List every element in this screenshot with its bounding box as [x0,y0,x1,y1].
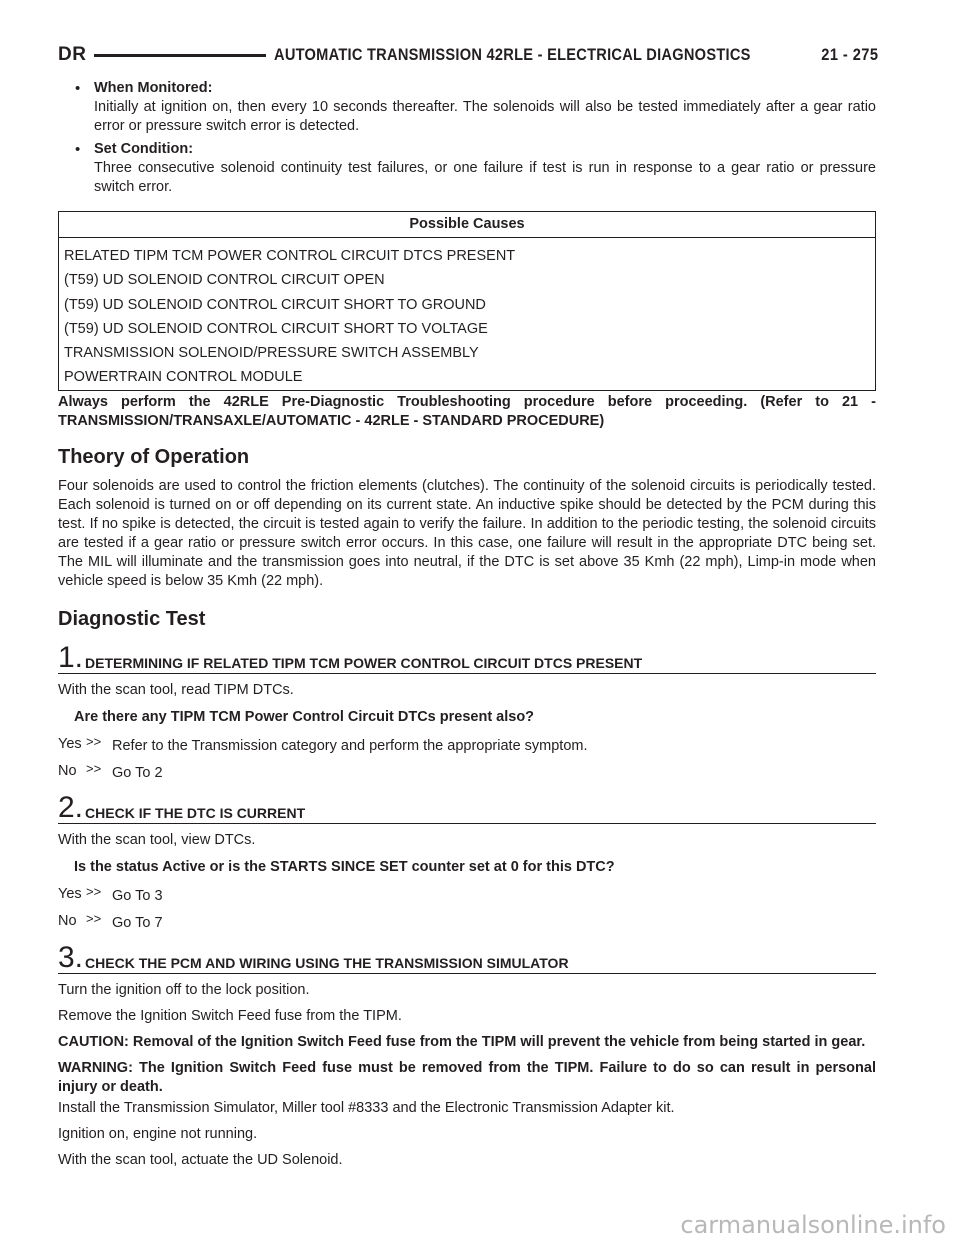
step-title: DETERMINING IF RELATED TIPM TCM POWER CONTROL CIRCUIT DTCS PRESENT [85,654,643,671]
site-watermark: carmanualsonline.info [680,1211,946,1239]
pre-diagnostic-note: Always perform the 42RLE Pre-Diagnostic Troubleshooting procedure before proceeding. (Refer to 21 - TRANSMISSION/TRANSAXLE/AUTOMATIC - 42RLE - STANDARD PROCEDURE) [58,393,876,429]
header-rule [94,54,266,57]
possible-causes-table [58,211,876,391]
step-heading [58,940,876,974]
bullet-title: When Monitored: [94,80,213,96]
page-header [58,40,878,70]
caution-note: CAUTION: Removal of the Ignition Switch Feed fuse from the TIPM will prevent the vehicle from being started in gear. [58,1033,866,1050]
step-instruction: Ignition on, engine not running. [58,1125,258,1142]
answer-label: No [58,762,77,779]
step-number: 3. [58,940,84,974]
answer-label: Yes [58,885,82,902]
answer-no [58,762,876,781]
step-instruction: With the scan tool, read TIPM DTCs. [58,681,294,698]
diagnostic-heading: Diagnostic Test [58,607,206,630]
step-instruction: Install the Transmission Simulator, Miller tool #8333 and the Electronic Transmission Adapter kit. [58,1099,675,1116]
step-1 [58,640,876,781]
step-instruction: With the scan tool, view DTCs. [58,831,256,848]
step-number: 1. [58,640,84,674]
answer-no [58,912,876,931]
step-2 [58,790,876,931]
header-model: DR [58,44,87,65]
answer-label: No [58,912,77,929]
bullet-dot-icon: • [75,80,81,97]
step-3 [58,940,876,1170]
arrow-icon: >> [86,910,102,926]
answer-text: Go To 2 [112,764,163,781]
bullet-set-condition [58,140,876,197]
cause-item: (T59) UD SOLENOID CONTROL CIRCUIT SHORT TO VOLTAGE [64,320,488,337]
step-question: Is the status Active or is the STARTS SINCE SET counter set at 0 for this DTC? [74,858,615,875]
arrow-icon: >> [86,760,102,776]
step-instruction: With the scan tool, actuate the UD Solenoid. [58,1151,343,1168]
cause-item: (T59) UD SOLENOID CONTROL CIRCUIT OPEN [64,272,385,289]
step-heading [58,640,876,674]
step-heading [58,790,876,824]
arrow-icon: >> [86,733,102,749]
bullet-title: Set Condition: [94,141,194,157]
step-instruction: Remove the Ignition Switch Feed fuse from the TIPM. [58,1007,402,1024]
answer-text: Go To 3 [112,887,163,904]
cause-item: RELATED TIPM TCM POWER CONTROL CIRCUIT DTCS PRESENT [64,248,516,264]
header-page-number: 21 - 275 [820,45,878,64]
bullet-dot-icon: • [75,141,81,158]
page-content [58,79,876,1170]
header-title: AUTOMATIC TRANSMISSION 42RLE - ELECTRICAL DIAGNOSTICS [274,45,752,64]
theory-heading: Theory of Operation [58,445,250,468]
step-question: Are there any TIPM TCM Power Control Circuit DTCs present also? [74,708,535,725]
answer-yes [58,885,876,904]
bullet-text: Initially at ignition on, then every 10 seconds thereafter. The solenoids will also be tested immediately after a gear ratio error or pressure switch error is detected. [94,99,876,134]
step-title: CHECK IF THE DTC IS CURRENT [85,804,306,821]
answer-text: Go To 7 [112,914,163,931]
bullet-text: Three consecutive solenoid continuity test failures, or one failure if test is run in response to a gear ratio or pressure switch error. [94,160,876,195]
answer-text: Refer to the Transmission category and perform the appropriate symptom. [112,737,588,754]
step-instruction: Turn the ignition off to the lock position. [58,981,310,998]
arrow-icon: >> [86,883,102,899]
warning-note: WARNING: The Ignition Switch Feed fuse must be removed from the TIPM. Failure to do so can result in personal injury or death. [58,1059,876,1095]
answer-label: Yes [58,735,82,752]
possible-causes-header: Possible Causes [59,212,875,238]
step-title: CHECK THE PCM AND WIRING USING THE TRANSMISSION SIMULATOR [85,954,569,971]
answer-yes [58,735,876,754]
cause-item: TRANSMISSION SOLENOID/PRESSURE SWITCH ASSEMBLY [64,345,479,362]
theory-text: Four solenoids are used to control the friction elements (clutches). The continuity of the solenoid circuits is periodically tested. Each solenoid is turned on or off depending on its current state. An inductive spike should be detected by the PCM during this test. If no spike is detected, the circuit is tested again to verify the failure. In addition to the periodic testing, the solenoid circuits are tested if a gear ratio or pressure switch error occurs. In this case, one failure will result in the appropriate DTC being set. The MIL will illuminate and the transmission goes into neutral, if the DTC is set above 35 Kmh (22 mph), Limp-in mode when vehicle speed is below 35 Kmh (22 mph). [58,477,876,589]
step-number: 2. [58,790,84,824]
bullet-when-monitored [58,79,876,136]
cause-item: (T59) UD SOLENOID CONTROL CIRCUIT SHORT TO GROUND [64,296,486,313]
cause-item: POWERTRAIN CONTROL MODULE [64,369,303,386]
